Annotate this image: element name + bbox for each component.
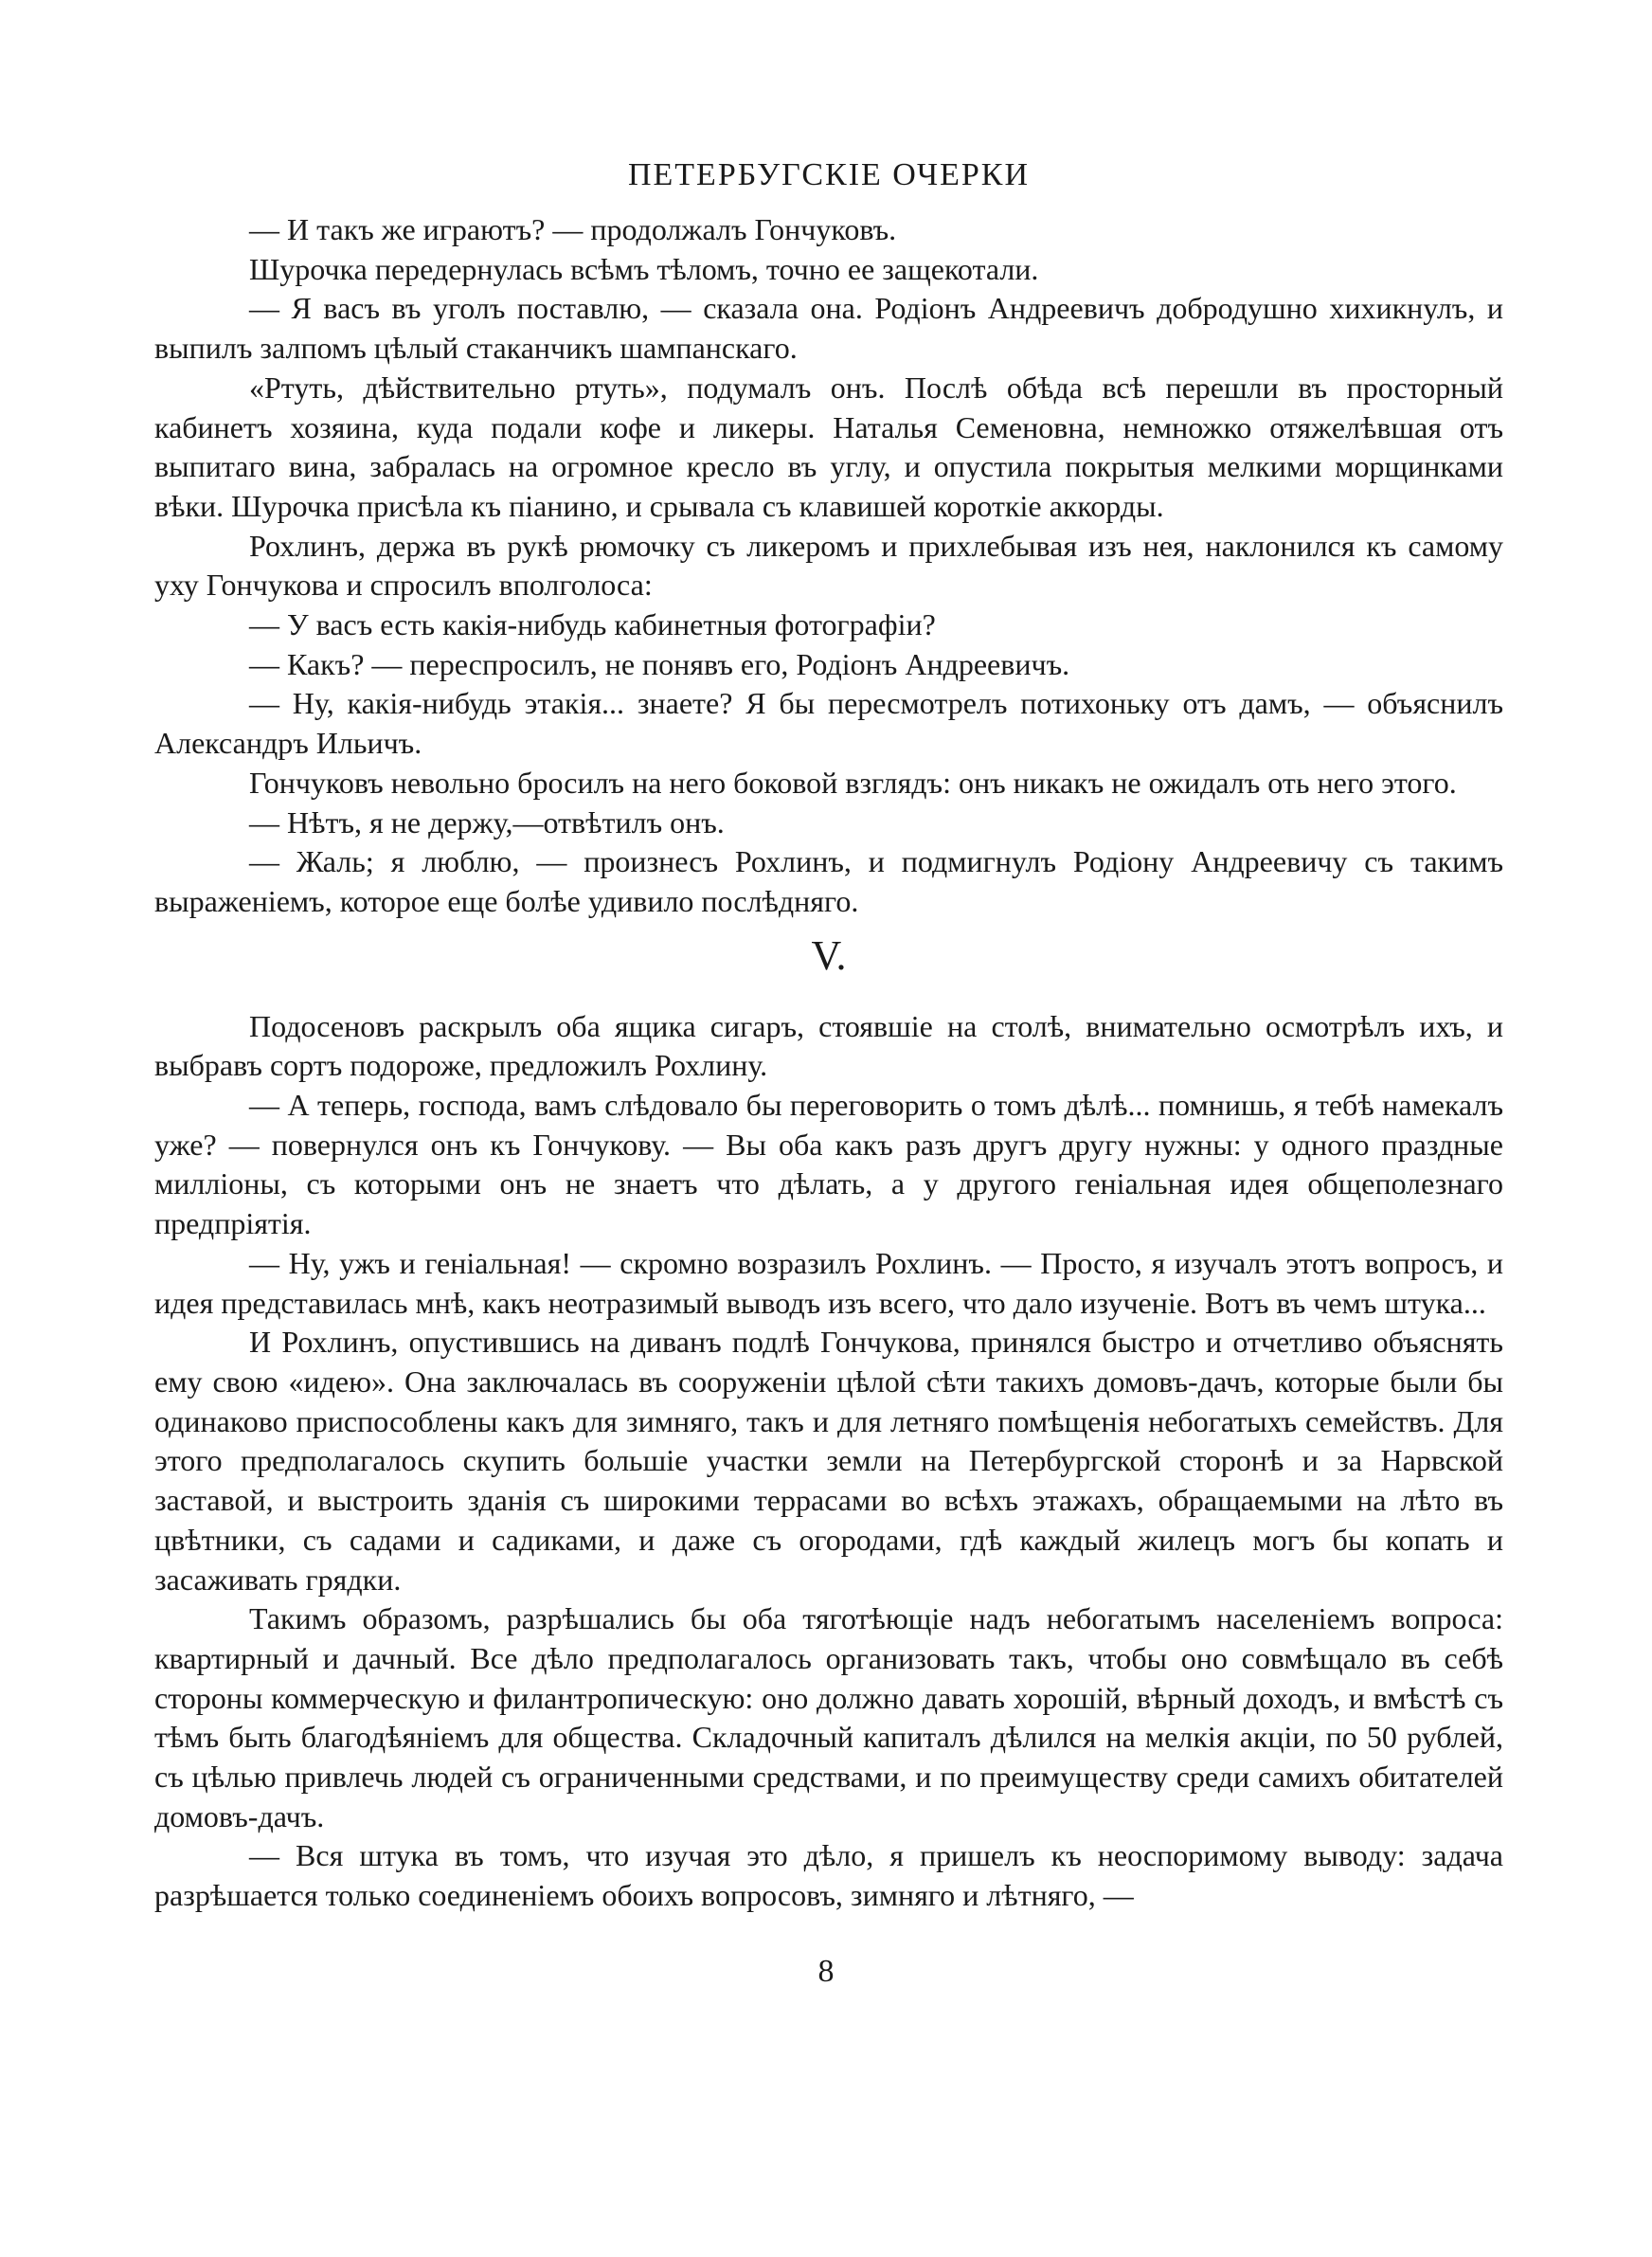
paragraph: — Вся штука въ томъ, что изучая это дѣло, я пришелъ къ неоспоримому выводу: задача разрѣшается только соединеніемъ обоихъ вопросовъ, зимняго и лѣтняго, —	[154, 1838, 1503, 1913]
paragraph: Гончуковъ невольно бросилъ на него боковой взглядъ: онъ никакъ не ожидалъ оть него этого.	[249, 765, 1457, 800]
page-number: 8	[817, 1954, 835, 1989]
paragraph: Такимъ образомъ, разрѣшались бы оба тяготѣющіе надъ небогатымъ населеніемъ вопроса: квартирный и дачный. Все дѣло предполагалось организовать такъ, чтобы оно совмѣщало въ себѣ стороны коммерческую и филантропическую: оно должно давать хорошій, вѣрный доходъ, и вмѣстѣ съ тѣмъ быть благодѣяніемъ для общества. Складочный капиталъ дѣлился на мелкія акціи, по 50 рублей, съ цѣлью привлечь людей съ ограниченными средствами, и по преимуществу среди самихъ обитателей домовъ-дачъ.	[154, 1601, 1503, 1833]
paragraph: — Ну, какія-нибудь этакія... знаете? Я бы пересмотрелъ потихоньку отъ дамъ, — объяснилъ Александръ Ильичъ.	[154, 686, 1503, 761]
paragraph: — Жаль; я люблю, — произнесъ Рохлинъ, и подмигнулъ Родіону Андреевичу съ такимъ выраженіемъ, которое еще болѣе удивило послѣдняго.	[154, 844, 1503, 918]
running-title: ПЕТЕРБУГСКІЕ ОЧЕРКИ	[627, 157, 1031, 192]
paragraph: — У васъ есть какія-нибудь кабинетныя фотографіи?	[249, 607, 936, 642]
paragraph: Рохлинъ, держа въ рукѣ рюмочку съ ликеромъ и прихлебывая изъ нея, наклонился къ самому уху Гончукова и спросилъ вполголоса:	[154, 528, 1503, 603]
paragraph: — Я васъ въ уголъ поставлю, — сказала она. Родіонъ Андреевичъ добродушно хихикнулъ, и выпилъ залпомъ цѣлый стаканчикъ шампанскаго.	[154, 291, 1503, 366]
chapter-heading: V.	[811, 931, 847, 979]
paragraph: Подосеновъ раскрылъ оба ящика сигаръ, стоявшіе на столѣ, внимательно осмотрѣлъ ихъ, и выбравъ сортъ подороже, предложилъ Рохлину.	[154, 1008, 1503, 1083]
paragraph: Шурочка передернулась всѣмъ тѣломъ, точно ее защекотали.	[249, 251, 1039, 286]
paragraph: — Нѣтъ, я не держу,—отвѣтилъ онъ.	[249, 804, 725, 840]
paragraph: «Ртуть, дѣйствительно ртуть», подумалъ онъ. Послѣ обѣда всѣ перешли въ просторный кабинетъ хозяина, куда подали кофе и ликеры. Наталья Семеновна, немножко отяжелѣвшая отъ выпитаго вина, забралась на огромное кресло въ углу, и опустила покрытыя мелкими морщинками вѣки. Шурочка присѣла къ піанино, и срывала съ клавишей короткіе аккорды.	[154, 370, 1503, 523]
page-body	[154, 142, 1503, 1916]
paragraph: — А теперь, господа, вамъ слѣдовало бы переговорить о томъ дѣлѣ... помнишь, я тебѣ намекалъ уже? — повернулся онъ къ Гончукову. — Вы оба какъ разъ другъ другу нужны: у одного праздные милліоны, съ которыми онъ не знаетъ что дѣлать, а у другого геніальная идея общеполезнаго предпріятія.	[154, 1088, 1503, 1241]
paragraph: — И такъ же играютъ? — продолжалъ Гончуковъ.	[249, 212, 897, 246]
paragraph: — Какъ? — переспросилъ, не понявъ его, Родіонъ Андреевичъ.	[249, 646, 1070, 681]
paragraph: И Рохлинъ, опустившись на диванъ подлѣ Гончукова, принялся быстро и отчетливо объяснять ему свою «идею». Она заключалась въ сооруженіи цѣлой сѣти такихъ домовъ-дачъ, которые были бы одинаково приспособлены какъ для зимняго, такъ и для летняго помѣщенія небогатыхъ семействъ. Для этого предполагалось скупить большіе участки земли на Петербургской сторонѣ и за Нарвской заставой, и выстроить зданія съ широкими террасами во всѣхъ этажахъ, обращаемыми на лѣто въ цвѣтники, съ садами и садиками, и даже съ огородами, гдѣ каждый жилецъ могъ бы копать и засаживать грядки.	[154, 1325, 1503, 1597]
paragraph: — Ну, ужъ и геніальная! — скромно возразилъ Рохлинъ. — Просто, я изучалъ этотъ вопросъ, и идея представилась мнѣ, какъ неотразимый выводъ изъ всего, что дало изученіе. Вотъ въ чемъ штука...	[154, 1245, 1503, 1320]
